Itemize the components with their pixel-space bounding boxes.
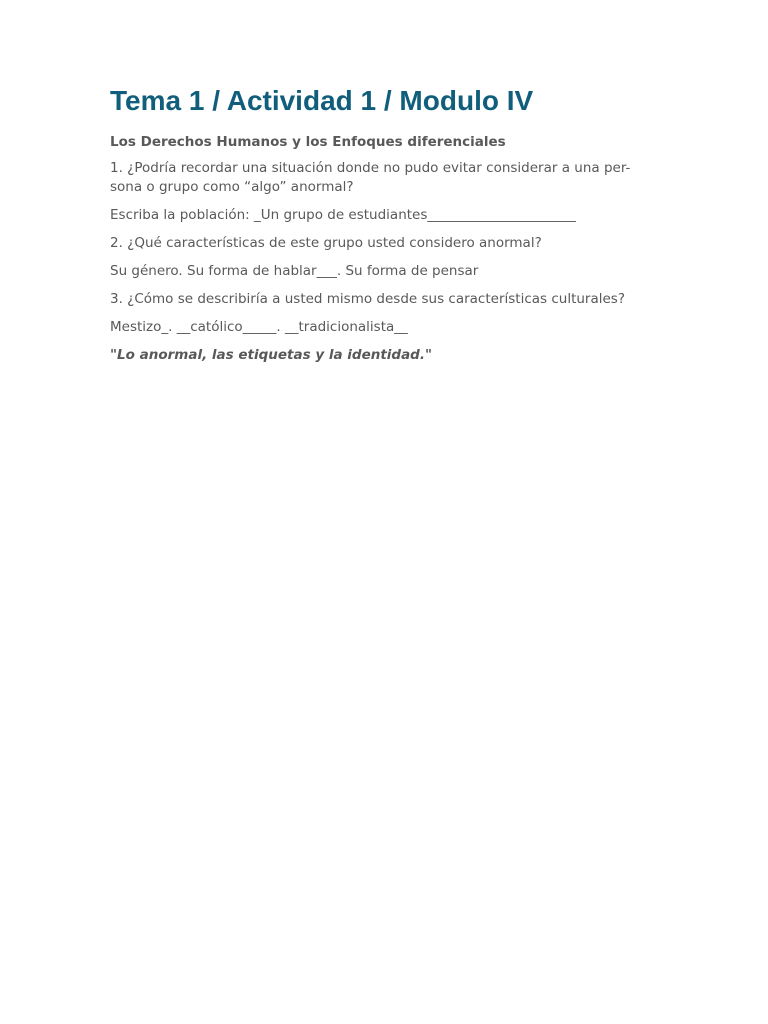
section-subtitle: Los Derechos Humanos y los Enfoques diferenciales — [110, 134, 506, 150]
question-2: 2. ¿Qué características de este grupo usted considero anormal? — [110, 235, 542, 251]
answer-1: Escriba la población: _Un grupo de estudiantes______________________ — [110, 207, 576, 223]
answer-2: Su género. Su forma de hablar___. Su forma de pensar — [110, 263, 479, 279]
question-1-line-1: 1. ¿Podría recordar una situación donde no pudo evitar considerar a una per- — [110, 160, 631, 176]
question-3: 3. ¿Cómo se describiría a usted mismo desde sus características culturales? — [110, 291, 626, 307]
page-title: Tema 1 / Actividad 1 / Modulo IV — [110, 85, 534, 116]
answer-3: Mestizo_. __católico_____. __tradicionalista__ — [110, 319, 408, 335]
question-1-line-2: sona o grupo como “algo” anormal? — [110, 179, 354, 195]
question-1 — [110, 159, 658, 197]
closing-quote: "Lo anormal, las etiquetas y la identidad." — [110, 347, 433, 363]
document-page — [110, 84, 658, 365]
